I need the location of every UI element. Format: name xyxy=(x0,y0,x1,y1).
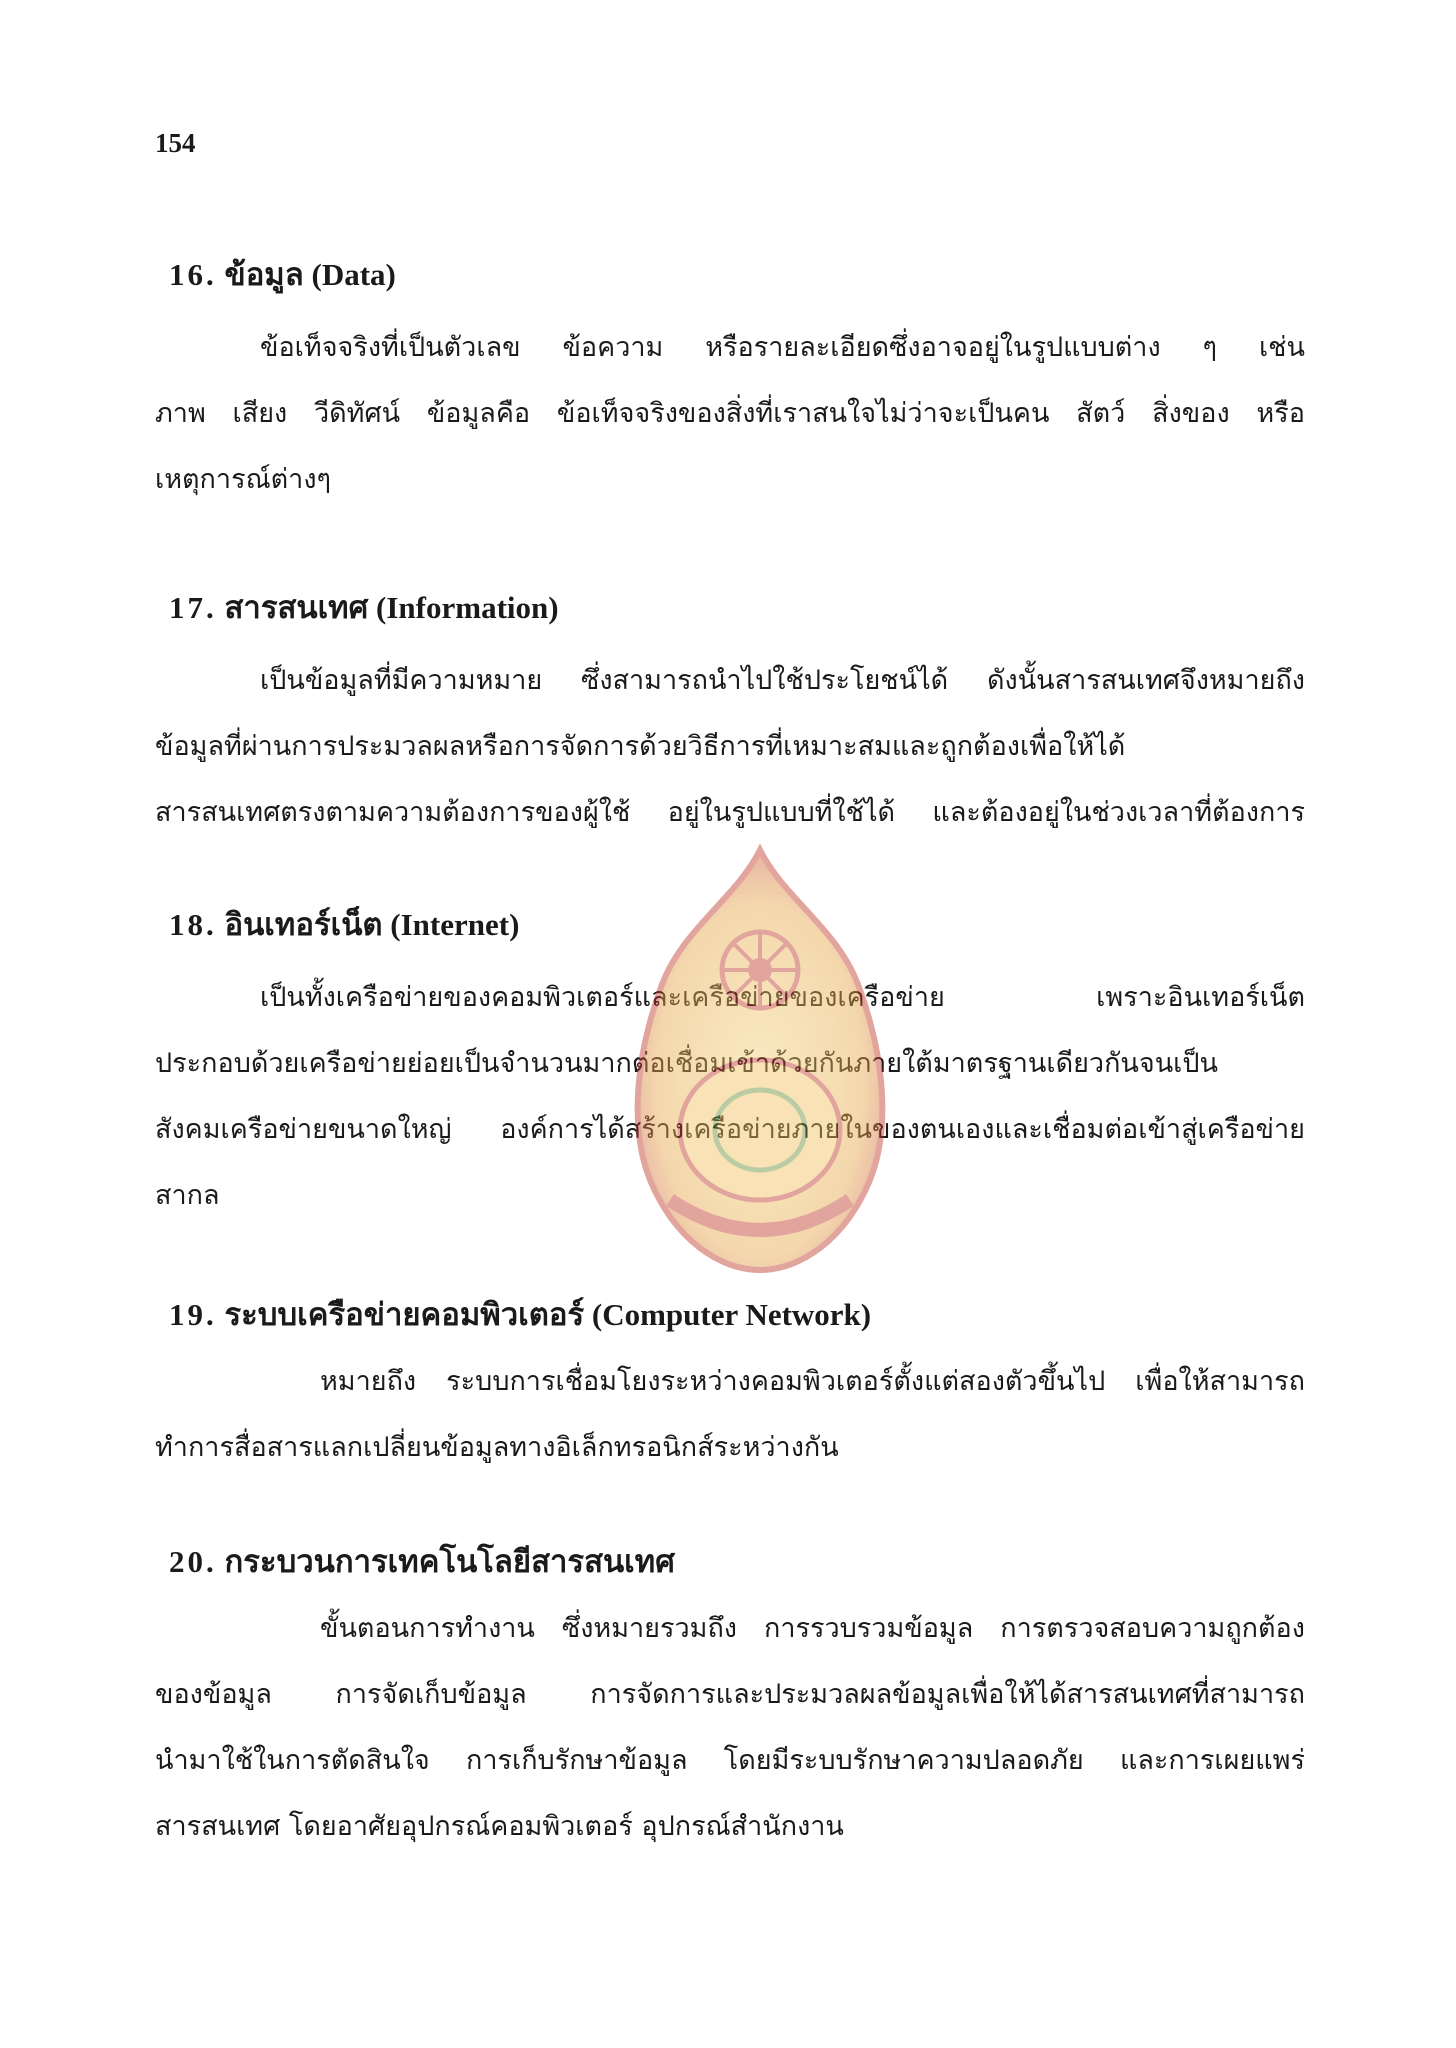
text-segment: ของข้อมูล xyxy=(155,1679,272,1710)
section-body xyxy=(155,1596,1305,1860)
paragraph-line xyxy=(155,381,1305,447)
section-19 xyxy=(155,1295,1305,1481)
paragraph-line: ข้อมูลที่ผ่านการประมวลผลหรือการจัดการด้วยวิธีการที่เหมาะสมและถูกต้องเพื่อให้ได้ xyxy=(155,731,1126,762)
section-heading xyxy=(169,255,1305,295)
text-segment: เพื่อให้สามารถ xyxy=(1135,1366,1305,1397)
paragraph-line xyxy=(155,1662,1305,1728)
text-segment: ซึ่งสามารถนำไปใช้ประโยชน์ได้ xyxy=(581,665,949,696)
text-segment: องค์การได้สร้างเครือข่ายภายในของตนเองและเชื่อมต่อเข้าสู่เครือข่าย xyxy=(500,1114,1305,1145)
section-title: อินเทอร์เน็ต (Internet) xyxy=(224,907,520,942)
section-title: ข้อมูล (Data) xyxy=(224,257,396,292)
text-segment: การจัดการและประมวลผลข้อมูลเพื่อให้ได้สารสนเทศที่สามารถ xyxy=(590,1679,1305,1710)
paragraph-line: สารสนเทศ โดยอาศัยอุปกรณ์คอมพิวเตอร์ อุปกรณ์สำนักงาน xyxy=(155,1811,844,1842)
text-segment: ๆ xyxy=(1202,332,1218,363)
text-segment: เป็นข้อมูลที่มีความหมาย xyxy=(260,665,543,696)
paragraph-line xyxy=(155,1349,1305,1415)
paragraph-line xyxy=(155,648,1305,714)
paragraph-line: ประกอบด้วยเครือข่ายย่อยเป็นจำนวนมากต่อเชื่อมเข้าด้วยกันภายใต้มาตรฐานเดียวกันจนเป็น xyxy=(155,1048,1218,1079)
paragraph-line xyxy=(155,965,1305,1031)
paragraph-line xyxy=(155,1728,1305,1794)
text-segment: สังคมเครือข่ายขนาดใหญ่ xyxy=(155,1114,452,1145)
section-heading xyxy=(169,1542,1305,1582)
section-number: 19. xyxy=(169,1297,217,1332)
page-number: 154 xyxy=(155,128,196,158)
section-title: สารสนเทศ (Information) xyxy=(224,590,559,625)
text-segment: ซึ่งหมายรวมถึง xyxy=(561,1613,737,1644)
text-segment: อยู่ในรูปแบบที่ใช้ได้ xyxy=(667,797,896,828)
text-segment: หมายถึง xyxy=(320,1366,417,1397)
paragraph-line: เหตุการณ์ต่างๆ xyxy=(155,464,332,495)
text-segment: เป็นทั้งเครือข่ายของคอมพิวเตอร์และเครือข่ายของเครือข่าย xyxy=(260,982,945,1013)
text-segment: การจัดเก็บข้อมูล xyxy=(335,1679,527,1710)
paragraph-line xyxy=(155,315,1305,381)
text-segment: เสียง xyxy=(232,398,288,429)
text-segment: ข้อมูลคือ xyxy=(426,398,531,429)
section-heading xyxy=(169,905,1305,945)
section-17 xyxy=(155,588,1305,846)
section-18 xyxy=(155,905,1305,1229)
text-segment: ข้อเท็จจริงที่เป็นตัวเลข xyxy=(260,332,521,363)
section-20 xyxy=(155,1542,1305,1860)
text-segment: สัตว์ xyxy=(1076,398,1126,429)
section-body xyxy=(155,648,1305,846)
section-title: ระบบเครือข่ายคอมพิวเตอร์ (Computer Network) xyxy=(224,1297,872,1332)
text-segment: สิ่งของ xyxy=(1152,398,1230,429)
text-segment: ระบบการเชื่อมโยงระหว่างคอมพิวเตอร์ตั้งแต่สองตัวขึ้นไป xyxy=(446,1366,1106,1397)
text-segment: เช่น xyxy=(1258,332,1305,363)
text-segment: การตรวจสอบความถูกต้อง xyxy=(1000,1613,1305,1644)
section-number: 20. xyxy=(169,1544,217,1579)
section-16 xyxy=(155,255,1305,513)
text-segment: และการเผยแพร่ xyxy=(1119,1745,1305,1776)
text-segment: วีดิทัศน์ xyxy=(313,398,401,429)
paragraph-line xyxy=(155,1097,1305,1163)
text-segment: หรือ xyxy=(1256,398,1305,429)
section-title: กระบวนการเทคโนโลยีสารสนเทศ xyxy=(224,1544,675,1579)
paragraph-line: สากล xyxy=(155,1180,220,1211)
text-segment: นำมาใช้ในการตัดสินใจ xyxy=(155,1745,430,1776)
text-segment: ขั้นตอนการทำงาน xyxy=(320,1613,535,1644)
section-body xyxy=(155,315,1305,513)
text-segment: สารสนเทศตรงตามความต้องการของผู้ใช้ xyxy=(155,797,631,828)
text-segment: ดังนั้นสารสนเทศจึงหมายถึง xyxy=(987,665,1305,696)
section-body xyxy=(155,965,1305,1229)
text-segment: โดยมีระบบรักษาความปลอดภัย xyxy=(723,1745,1084,1776)
text-segment: เพราะอินเทอร์เน็ต xyxy=(1096,982,1305,1013)
paragraph-line xyxy=(155,780,1305,846)
text-segment: การรวบรวมข้อมูล xyxy=(763,1613,974,1644)
section-heading xyxy=(169,588,1305,628)
text-segment: และต้องอยู่ในช่วงเวลาที่ต้องการ xyxy=(932,797,1305,828)
text-segment: ข้อเท็จจริงของสิ่งที่เราสนใจไม่ว่าจะเป็นคน xyxy=(556,398,1050,429)
section-heading xyxy=(169,1295,1305,1335)
section-number: 16. xyxy=(169,257,217,292)
paragraph-line: ทำการสื่อสารแลกเปลี่ยนข้อมูลทางอิเล็กทรอนิกส์ระหว่างกัน xyxy=(155,1432,839,1463)
text-segment: ข้อความ xyxy=(562,332,664,363)
text-segment: หรือรายละเอียดซึ่งอาจอยู่ในรูปแบบต่าง xyxy=(705,332,1161,363)
paragraph-line xyxy=(155,1596,1305,1662)
text-segment: การเก็บรักษาข้อมูล xyxy=(465,1745,688,1776)
section-number: 17. xyxy=(169,590,217,625)
section-number: 18. xyxy=(169,907,217,942)
section-body xyxy=(155,1349,1305,1481)
text-segment: ภาพ xyxy=(155,398,206,429)
